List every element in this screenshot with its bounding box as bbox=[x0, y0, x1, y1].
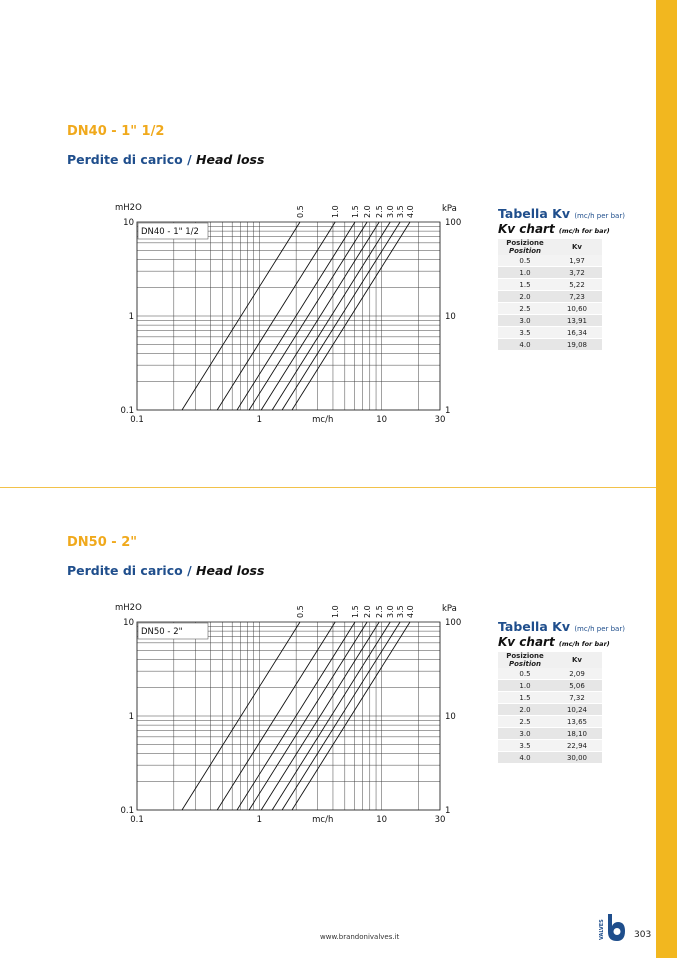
kv-subtitle-text: Kv chart bbox=[498, 635, 555, 649]
section-subtitle-dn40 bbox=[67, 152, 264, 167]
kv-title-unit: (mc/h per bar) bbox=[574, 625, 625, 633]
kv-position-cell: 0.5 bbox=[498, 668, 552, 680]
kv-row bbox=[498, 303, 602, 315]
kv-value-cell: 5,06 bbox=[552, 680, 602, 692]
kv-value-cell: 22,94 bbox=[552, 740, 602, 752]
kv-row bbox=[498, 680, 602, 692]
footer-url: www.brandonivalves.it bbox=[320, 933, 400, 941]
curve-label: 1.0 bbox=[331, 605, 341, 618]
chart-svg bbox=[110, 596, 470, 826]
x-tick-label: 10 bbox=[376, 815, 388, 825]
col-position-en: Position bbox=[508, 660, 542, 668]
curve-label: 4.0 bbox=[406, 605, 415, 618]
left-tick-label: 1 bbox=[128, 712, 134, 722]
kv-position-cell: 2.5 bbox=[498, 303, 552, 315]
kv-value-cell: 7,23 bbox=[552, 291, 602, 303]
kv-row bbox=[498, 279, 602, 291]
kv-position-cell: 3.0 bbox=[498, 315, 552, 327]
kv-value-cell: 30,00 bbox=[552, 752, 602, 764]
kv-subtitle-text: Kv chart bbox=[498, 222, 555, 236]
page-number: 303 bbox=[634, 930, 652, 940]
curve-label: 0.5 bbox=[296, 605, 305, 618]
kv-value-cell: 13,65 bbox=[552, 716, 602, 728]
curve-label: 4.0 bbox=[406, 205, 415, 218]
chart-label: DN40 - 1" 1/2 bbox=[141, 227, 199, 237]
kv-position-cell: 2.5 bbox=[498, 716, 552, 728]
kv-position-cell: 1.0 bbox=[498, 680, 552, 692]
curve-label: 1.0 bbox=[331, 205, 341, 218]
kv-row bbox=[498, 716, 602, 728]
brand-logo bbox=[600, 910, 628, 944]
subtitle-en: Head loss bbox=[196, 152, 265, 167]
kv-value-cell: 2,09 bbox=[552, 668, 602, 680]
left-tick-label: 10 bbox=[123, 618, 134, 628]
kv-row bbox=[498, 291, 602, 303]
kv-position-cell: 4.0 bbox=[498, 339, 552, 351]
right-tick-label: 1 bbox=[445, 406, 451, 416]
kv-title-unit: (mc/h per bar) bbox=[574, 212, 625, 220]
kv-rows bbox=[498, 255, 602, 351]
subtitle-en: Head loss bbox=[196, 563, 265, 578]
x-tick-label: 30 bbox=[434, 815, 446, 825]
chart-grid bbox=[137, 622, 440, 810]
kv-row bbox=[498, 752, 602, 764]
section-divider bbox=[0, 487, 656, 488]
brand-side-bar bbox=[656, 0, 677, 958]
kv-row bbox=[498, 668, 602, 680]
kv-position-cell: 2.0 bbox=[498, 704, 552, 716]
right-unit-label: kPa bbox=[442, 604, 457, 614]
head-loss-chart-dn40 bbox=[110, 196, 470, 426]
kv-position-cell: 1.0 bbox=[498, 267, 552, 279]
kv-rows bbox=[498, 668, 602, 764]
kv-value-cell: 18,10 bbox=[552, 728, 602, 740]
x-unit-label: mc/h bbox=[312, 415, 334, 425]
kv-title-text: Tabella Kv bbox=[498, 619, 570, 634]
kv-subtitle bbox=[498, 222, 638, 236]
curve-label: 1.5 bbox=[351, 605, 360, 618]
section-subtitle-dn50 bbox=[67, 563, 264, 578]
curve-label: 2.5 bbox=[375, 205, 385, 218]
kv-table-dn50 bbox=[498, 619, 638, 764]
x-tick-label: 1 bbox=[256, 815, 263, 825]
head-loss-chart-dn50 bbox=[110, 596, 470, 826]
kv-title-text: Tabella Kv bbox=[498, 206, 570, 221]
left-tick-label: 1 bbox=[128, 312, 134, 322]
kv-value-cell: 5,22 bbox=[552, 279, 602, 291]
kv-subtitle bbox=[498, 635, 638, 649]
subtitle-it: Perdite di carico / bbox=[67, 563, 192, 578]
left-unit-label: mH2O bbox=[115, 603, 142, 613]
left-tick-label: 0.1 bbox=[120, 806, 134, 816]
section-title-dn50: DN50 - 2" bbox=[67, 535, 138, 550]
right-tick-label: 100 bbox=[445, 218, 462, 228]
col-position-en: Position bbox=[508, 247, 542, 255]
kv-row bbox=[498, 740, 602, 752]
curve-label: 2.0 bbox=[363, 605, 373, 618]
right-tick-label: 10 bbox=[445, 312, 456, 322]
kv-row bbox=[498, 692, 602, 704]
kv-value-cell: 3,72 bbox=[552, 267, 602, 279]
x-tick-label: 10 bbox=[376, 415, 388, 425]
kv-title bbox=[498, 619, 638, 634]
curve-label: 1.5 bbox=[351, 205, 360, 218]
x-tick-label: 0.1 bbox=[130, 815, 144, 825]
curve-label: 3.0 bbox=[386, 205, 396, 218]
kv-value-cell: 10,24 bbox=[552, 704, 602, 716]
kv-value-cell: 10,60 bbox=[552, 303, 602, 315]
kv-position-cell: 0.5 bbox=[498, 255, 552, 267]
kv-title bbox=[498, 206, 638, 221]
chart-grid bbox=[137, 222, 440, 410]
kv-table-dn40 bbox=[498, 206, 638, 351]
kv-value-cell: 16,34 bbox=[552, 327, 602, 339]
kv-position-cell: 1.5 bbox=[498, 279, 552, 291]
kv-row bbox=[498, 704, 602, 716]
kv-value-cell: 13,91 bbox=[552, 315, 602, 327]
right-unit-label: kPa bbox=[442, 204, 457, 214]
kv-subtitle-unit: (mc/h for bar) bbox=[558, 640, 610, 648]
chart-svg bbox=[110, 196, 470, 426]
curve-label: 0.5 bbox=[296, 205, 305, 218]
kv-row bbox=[498, 327, 602, 339]
chart-label: DN50 - 2" bbox=[141, 627, 183, 637]
kv-position-cell: 3.5 bbox=[498, 740, 552, 752]
kv-position-cell: 3.0 bbox=[498, 728, 552, 740]
x-tick-label: 30 bbox=[434, 415, 446, 425]
kv-row bbox=[498, 315, 602, 327]
kv-values-table bbox=[498, 652, 602, 764]
left-tick-label: 10 bbox=[123, 218, 134, 228]
col-position-it: Posizione bbox=[506, 239, 544, 247]
right-tick-label: 1 bbox=[445, 806, 451, 816]
right-tick-label: 100 bbox=[445, 618, 462, 628]
kv-subtitle-unit: (mc/h for bar) bbox=[558, 227, 610, 235]
x-tick-label: 0.1 bbox=[130, 415, 144, 425]
kv-row bbox=[498, 255, 602, 267]
kv-row bbox=[498, 728, 602, 740]
section-title-dn40: DN40 - 1" 1/2 bbox=[67, 124, 165, 139]
x-tick-label: 1 bbox=[256, 415, 263, 425]
kv-position-cell: 2.0 bbox=[498, 291, 552, 303]
kv-value-cell: 1,97 bbox=[552, 255, 602, 267]
curve-label: 3.0 bbox=[386, 605, 396, 618]
logo-text: VALVES bbox=[599, 919, 605, 940]
kv-position-cell: 1.5 bbox=[498, 692, 552, 704]
kv-row bbox=[498, 339, 602, 351]
col-position-it: Posizione bbox=[506, 652, 544, 660]
curve-label: 3.5 bbox=[396, 205, 406, 218]
col-kv: Kv bbox=[552, 239, 602, 255]
curve-label: 3.5 bbox=[396, 605, 406, 618]
kv-value-cell: 7,32 bbox=[552, 692, 602, 704]
left-tick-label: 0.1 bbox=[120, 406, 134, 416]
left-unit-label: mH2O bbox=[115, 203, 142, 213]
x-unit-label: mc/h bbox=[312, 815, 334, 825]
kv-position-cell: 3.5 bbox=[498, 327, 552, 339]
kv-row bbox=[498, 267, 602, 279]
curve-label: 2.5 bbox=[375, 605, 385, 618]
curve-label: 2.0 bbox=[363, 205, 373, 218]
kv-values-table bbox=[498, 239, 602, 351]
col-kv: Kv bbox=[552, 652, 602, 668]
kv-value-cell: 19,08 bbox=[552, 339, 602, 351]
subtitle-it: Perdite di carico / bbox=[67, 152, 192, 167]
kv-position-cell: 4.0 bbox=[498, 752, 552, 764]
col-position bbox=[498, 652, 552, 668]
right-tick-label: 10 bbox=[445, 712, 456, 722]
col-position bbox=[498, 239, 552, 255]
